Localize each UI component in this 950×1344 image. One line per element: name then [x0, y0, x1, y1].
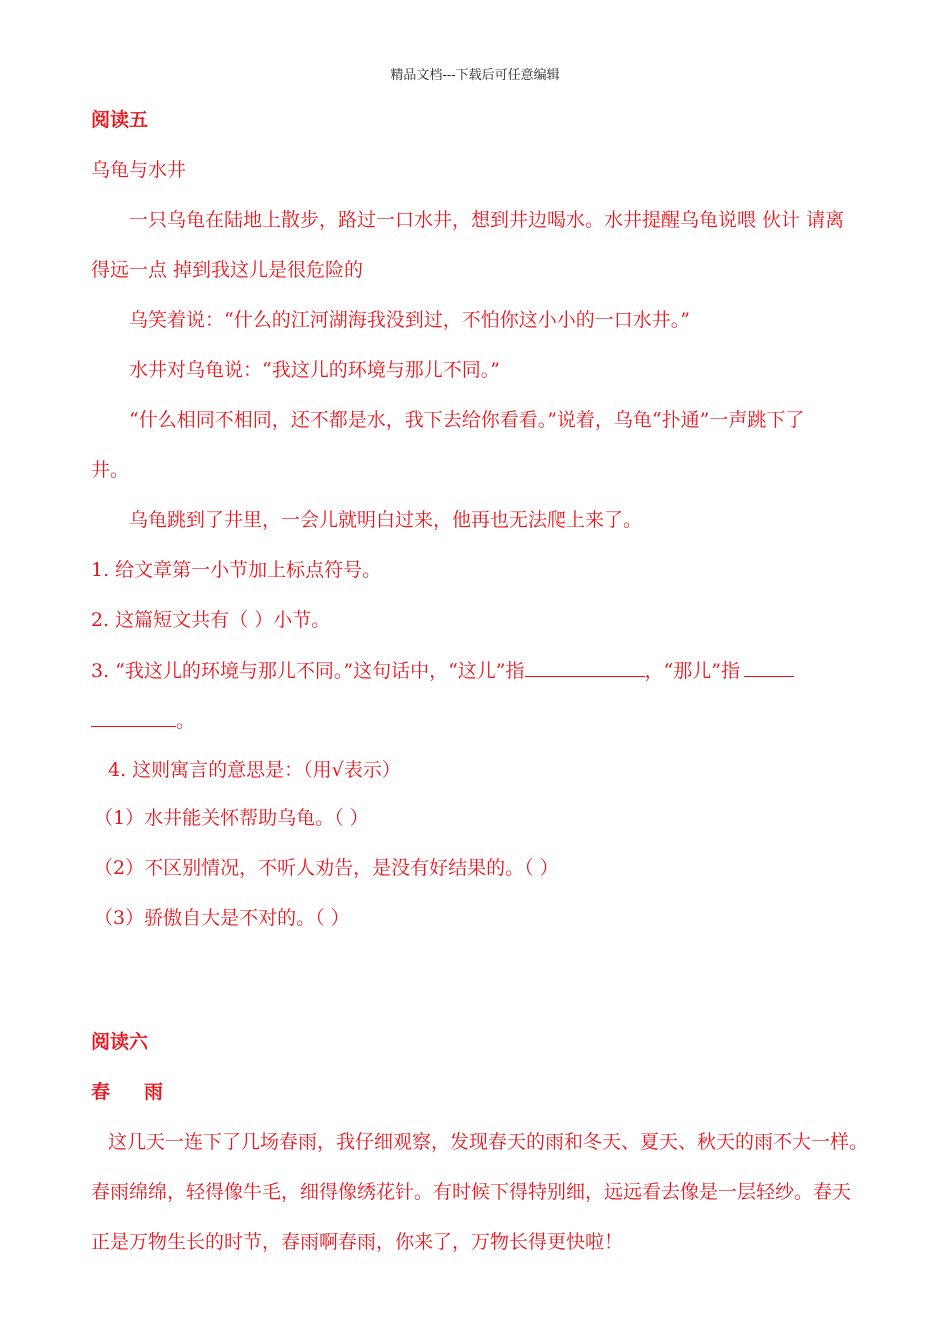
poem-title-char-2: 雨 [144, 1081, 164, 1103]
option-3: （3）骄傲自大是不对的。（ ） [94, 907, 350, 929]
question-3-end: 。 [176, 710, 196, 732]
section-heading-reading6: 阅读六 [91, 1031, 149, 1053]
paragraph-4-line-1: “什么相同不相同，还不都是水，我下去给你看看。”说着，乌龟“扑通”一声跳下了 [129, 409, 805, 431]
passage-line-2: 春雨绵绵，轻得像牛毛，细得像绣花针。有时候下得特别细，远远看去像是一层轻纱。春天 [91, 1181, 852, 1203]
paragraph-1-line-1: 一只乌龟在陆地上散步，路过一口水井，想到井边喝水。水井提醒乌龟说喂 伙计 请离 [129, 209, 845, 231]
question-2: 2. 这篇短文共有（ ）小节。 [91, 609, 331, 631]
paragraph-5: 乌龟跳到了井里，一会儿就明白过来，他再也无法爬上来了。 [129, 509, 643, 531]
paragraph-3: 水井对乌龟说：“我这儿的环境与那儿不同。” [129, 359, 500, 381]
answer-blank-1[interactable] [525, 658, 645, 677]
answer-blank-2-start[interactable] [744, 658, 794, 677]
question-3-part-a: 3. “我这儿的环境与那儿不同。”这句话中，“这儿”指 [91, 660, 525, 682]
answer-blank-2-end[interactable] [91, 708, 176, 727]
question-1: 1. 给文章第一小节加上标点符号。 [91, 559, 382, 581]
story-title: 乌龟与水井 [91, 159, 187, 181]
paragraph-4-line-2: 井。 [91, 459, 130, 481]
paragraph-1-line-2: 得远一点 掉到我这儿是很危险的 [91, 259, 364, 281]
section-heading-reading5: 阅读五 [91, 109, 149, 131]
poem-title-char-1: 春 [91, 1081, 111, 1103]
question-3-line-1 [91, 658, 794, 683]
option-2: （2）不区别情况，不听人劝告，是没有好结果的。（ ） [94, 857, 559, 879]
question-3-part-b: ，“那儿”指 [644, 660, 740, 682]
paragraph-2: 乌笑着说：“什么的江河湖海我没到过，不怕你这小小的一口水井。” [129, 309, 690, 331]
question-4: 4. 这则寓言的意思是：（用√表示） [108, 759, 401, 781]
passage-line-3: 正是万物生长的时节，春雨啊春雨，你来了，万物长得更快啦！ [91, 1231, 624, 1253]
page-header: 精品文档---下载后可任意编辑 [390, 68, 560, 83]
passage-line-1: 这几天一连下了几场春雨，我仔细观察，发现春天的雨和冬天、夏天、秋天的雨不大一样。 [108, 1131, 869, 1153]
question-3-line-2 [91, 708, 195, 733]
option-1: （1）水井能关怀帮助乌龟。（ ） [94, 807, 369, 829]
poem-title [91, 1080, 163, 1104]
